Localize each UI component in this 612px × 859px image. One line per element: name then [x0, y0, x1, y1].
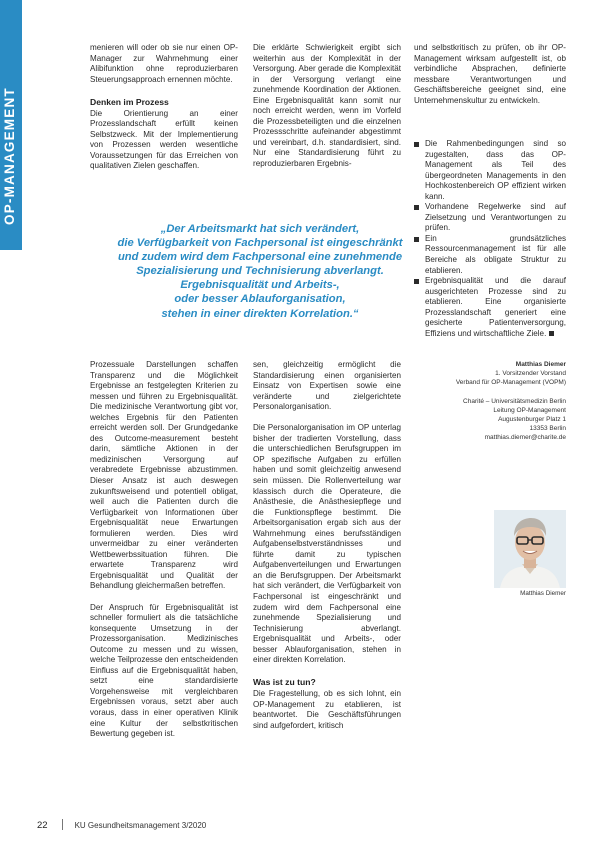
paragraph: und selbstkritisch zu prüfen, ob ihr OP-Management wirksam aufgestellt ist, ob verbindliche Absprachen, definierte messbare Verantwortungen und Geschäftsbereiche geeignet sind, eine Unternehmenskultur zu entwickeln.	[414, 43, 566, 105]
end-square-icon	[549, 331, 554, 336]
paragraph: Die erklärte Schwierigkeit ergibt sich weiterhin aus der Komplexität in der Versorgung. Aber gerade die Komplexität in der Versorgung verlangt eine zunehmende Koordination der Aktionen. Eine Ergebnisqualität kann somit nur noch erreicht werden, wenn im Vorfeld die Prozessbeteiligten und die einzelnen Prozessschritte aufeinander abgestimmt und vereinbart, d.h. standardisiert, sind. Nur eine Standardisierung führt zu reproduzierbaren Ergebnis-	[253, 43, 401, 169]
author-street: Augustenburger Platz 1	[498, 416, 566, 424]
list-item: Ergebnisqualität und die darauf ausgerichteten Prozesse sind zu etablieren. Eine organisierte Prozesslandschaft generiert eine gesicherte Patientenversorgung, Effiziens und wirtschaftliche Ziele.	[414, 276, 566, 339]
paragraph: Der Anspruch für Ergebnisqualität ist schneller formuliert als die tatsächliche konsequente Umsetzung in der Prozessorganisation. Medizinisches Outcome zu messen und zu wissen, welche Teilprozesse den entscheidenden Einfluss auf die Ergebnisqualität haben, setzt eine standardisierte Vorgehensweise mit vergleichbaren Ergebnissen voraus, setzt aber auch voraus, dass in einer operativen Klinik eine Kultur der selbstkritischen Bewertung gegeben ist.	[90, 602, 238, 739]
quote-line: und zudem wird dem Fachpersonal eine zunehmende	[117, 251, 403, 264]
author-org: Verband für OP-Management (VOPM)	[455, 379, 566, 387]
column-2-bottom	[253, 360, 401, 742]
author-name: Matthias Diemer	[515, 361, 566, 368]
page-number: 22	[37, 820, 48, 831]
quote-line: oder besser Ablauforganisation,	[174, 293, 346, 306]
quote-line: stehen in einer direkten Korrelation.“	[161, 307, 359, 320]
photo-caption: Matthias Diemer	[520, 590, 566, 597]
column-2-top	[253, 43, 401, 180]
square-bullet-icon	[414, 205, 419, 210]
author-department: Leitung OP-Management	[493, 406, 566, 414]
list-item: Die Rahmenbedingungen sind so zugestalten, dass das OP-Management als Teil des übergeordneten Managements in den Hochkostenbereich OP effizient wirken kann.	[414, 139, 566, 202]
author-affiliation: Charité – Universitätsmedizin Berlin	[463, 397, 566, 405]
list-item: Ein grundsätzliches Ressourcenmanagement ist für alle Bereiche als obligate Struktur zu etablieren.	[414, 234, 566, 276]
footer-divider	[62, 819, 63, 830]
pull-quote	[90, 222, 430, 321]
paragraph: Die Personalorganisation im OP unterlag bisher der tradierten Vorstellung, dass die unterschiedlichen Berufsgruppen im OP spezifische Aufgaben zu erfüllen haben und somit gleichzeitig anwesend sein müssen. Die Rollenverteilung war klassisch durch die Operateure, die Anästhesie, die Anästhesiepflege und die Funktionspflege bestimmt. Die Arbeitsorganisation ergab sich aus der Wahrnehmung eines berufsständigen Aufgabenselbstverständnisses und führte damit zu typischen Aufgabenverteilungen und Erwartungen an die Berufsgruppen. Der Arbeitsmarkt hat sich verändert, die Verfügbarkeit von Fachpersonal ist eingeschränkt und zudem wird dem Fachpersonal eine zunehmende Spezialisierung und Technisierung abverlangt. Ergebnisqualität und Arbeits-, oder besser Ablauforganisation, stehen in einer direkten Korrelation.	[253, 423, 401, 665]
author-city: 13353 Berlin	[529, 425, 566, 433]
author-info	[414, 360, 566, 443]
paragraph: menieren will oder ob sie nur einen OP-Manager zur Wahrnehmung einer Alibifunktion ohne reproduzierbaren Steuerungsapproach ernennen möchte.	[90, 43, 238, 84]
quote-line: Ergebnisqualität und Arbeits-,	[180, 279, 340, 292]
column-1-bottom	[90, 360, 238, 750]
recommendations-list	[414, 139, 566, 339]
quote-line: die Verfügbarkeit von Fachpersonal ist eingeschränkt	[117, 237, 403, 250]
square-bullet-icon	[414, 142, 419, 147]
quote-line: Spezialisierung und Technisierung abverlangt.	[136, 265, 384, 278]
paragraph: Die Fragestellung, ob es sich lohnt, ein OP-Management zu etablieren, ist beantwortet. Die Geschäftsführungen sind aufgefordert, kritisch	[253, 689, 401, 730]
publication-title: KU Gesundheitsmanagement 3/2020	[74, 821, 207, 830]
column-1-top	[90, 43, 238, 182]
paragraph: Die Orientierung an einer Prozesslandschaft erfüllt keinen Selbstzweck. Mit der Implementierung von Prozessen werden wesentliche Voraussetzungen für das Erreichen von qualitativen Zielen geschaffen.	[90, 108, 238, 171]
quote-line: „Der Arbeitsmarkt hat sich verändert,	[160, 223, 360, 235]
page-footer	[37, 819, 206, 831]
paragraph: sen, gleichzeitig ermöglicht die Standardisierung einen organisierten Einsatz von Expertisen sowie eine veränderte und zielgerichtete Personalorganisation.	[253, 360, 401, 412]
author-email[interactable]: matthias.diemer@charite.de	[484, 434, 566, 442]
list-item: Vorhandene Regelwerke sind auf Zielsetzung und Verantwortungen zu prüfen.	[414, 202, 566, 234]
section-sidebar: OP-MANAGEMENT	[0, 0, 22, 250]
paragraph: Prozessuale Darstellungen schaffen Transparenz und die Möglichkeit Ergebnisse an festgelegten Kriterien zu messen und führen zu Ergebnisqualität. Die medizinische Verantwortung gibt vor, welches Ergebnis für den Patienten erreicht werden soll. Der Grundgedanke des Outcome-measurement besteht darin, sämtliche Aktionen in der medizinischen Versorgung auf verabredete Ergebnisse abzustimmen. Dieser Ansatz ist auch deswegen zukunftsweisend und potentiell obligat, weil auch die Patienten durch die Verfügbarkeit von Informationen über Ergebnisqualität neue Erwartungen formulieren werden. Dies wird unvermeidbar zu einer veränderten Wettbewerbssituation führen. Die erwartete Transparenz wird Ergebnisqualität und Qualität der Behandlung gleichermaßen betreffen.	[90, 360, 238, 591]
author-photo	[494, 510, 566, 588]
author-role: 1. Vorsitzender Vorstand	[495, 370, 566, 378]
column-3-top	[414, 43, 566, 117]
subheading-was-ist-zu-tun: Was ist zu tun?	[253, 677, 316, 688]
subheading-denken-im-prozess: Denken im Prozess	[90, 96, 169, 107]
